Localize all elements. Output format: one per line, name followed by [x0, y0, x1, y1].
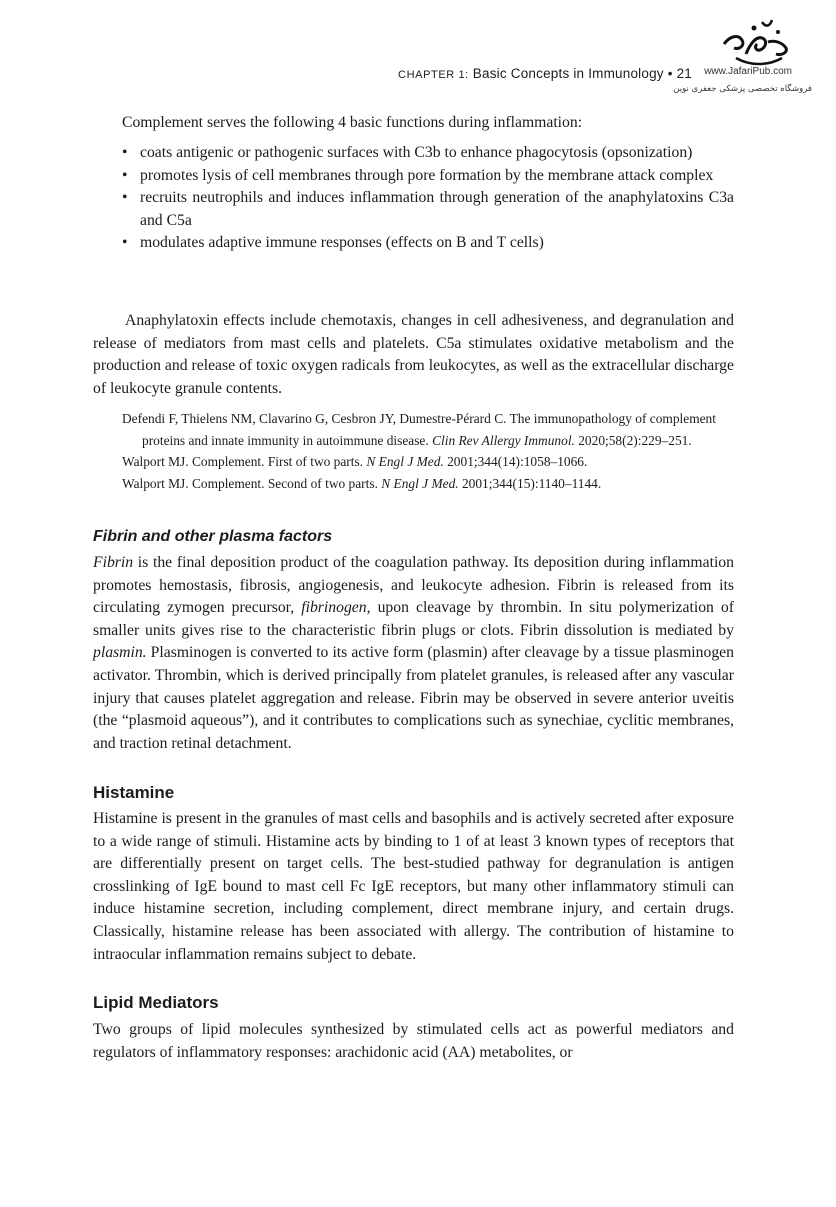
fibrin-text: Plasminogen is converted to its active form (plasmin) after cleavage by a tissue plasminogen activator. Thrombin, which is derived principally from platelet granules, is released after any vascular injury that causes platelet aggregation and release. Fibrin may be observed in severe anterior uveitis (the “plasmoid aqueous”), and it contributes to complications such as synechiae, cyclitic membranes, and traction retinal detachment.	[93, 644, 734, 752]
term-plasmin: plasmin.	[93, 644, 147, 662]
reference-item	[122, 473, 734, 495]
reference-journal: N Engl J Med.	[366, 454, 444, 469]
list-item	[122, 165, 734, 188]
reference-list	[122, 408, 734, 494]
reference-item	[122, 408, 734, 451]
chapter-title: Basic Concepts in Immunology	[472, 66, 664, 81]
watermark-url: www.JafariPub.com	[704, 66, 792, 77]
list-item-text: promotes lysis of cell membranes through pore formation by the membrane attack complex	[140, 166, 714, 184]
reference-text: Walport MJ. Complement. First of two parts.	[122, 454, 367, 469]
list-item	[122, 232, 734, 255]
bullet-glyph: •	[122, 166, 128, 184]
watermark-persian-text: فروشگاه تخصصی پزشکی جعفری نوین	[673, 84, 812, 94]
fibrin-text: is the final deposition product of the coagulation pathway. Its deposition during inflammation promotes hemostasis, fibrosis, angiogenesis, and leukocyte adhesion. Fibrin is released from its circulating zymogen precursor,	[93, 554, 734, 617]
lipid-mediators-heading: Lipid Mediators	[93, 993, 219, 1012]
histamine-paragraph: Histamine is present in the granules of mast cells and basophils and is actively secreted after exposure to a wide range of stimuli. Histamine acts by binding to 1 of at least 3 known types of receptors that are differentially present on target cells. The best-studied pathway for degranulation is antigen crosslinking of IgE bound to mast cell Fc IgE receptors, but many other inflammatory stimuli can induce histamine secretion, including complement, direct membrane injury, and certain drugs. Classically, histamine release has been associated with allergy. The contribution of histamine to intraocular inflammation remains subject to debate.	[93, 810, 734, 963]
bullet-glyph: •	[122, 234, 128, 252]
histamine-heading: Histamine	[93, 783, 175, 802]
list-item	[122, 187, 734, 232]
reference-journal: Clin Rev Allergy Immunol.	[432, 432, 575, 448]
page-number: 21	[676, 66, 692, 81]
term-fibrinogen: fibrinogen,	[301, 599, 371, 617]
anaphylatoxin-paragraph: Anaphylatoxin effects include chemotaxis, changes in cell adhesiveness, and degranulation and release of mediators from mast cells and platelets. C5a stimulates oxidative metabolism and the production and release of toxic oxygen radicals from leukocytes, as well as the extracellular discharge of leukocyte granule contents.	[93, 312, 734, 397]
reference-citation: 2001;344(14):1058–1066.	[443, 454, 588, 469]
publisher-logo-icon	[716, 14, 792, 72]
complement-intro: Complement serves the following 4 basic functions during inflammation:	[122, 114, 583, 131]
complement-functions-list	[122, 142, 734, 255]
running-head	[398, 66, 692, 81]
header-bullet: •	[667, 66, 673, 81]
list-item	[122, 142, 734, 165]
chapter-label: CHAPTER 1:	[398, 69, 469, 81]
fibrin-text: upon cleavage by thrombin. In situ polymerization of smaller units gives rise to the characteristic fibrin plugs or clots. Fibrin dissolution is mediated by	[93, 599, 734, 639]
bullet-glyph: •	[122, 144, 128, 161]
list-item-text: modulates adaptive immune responses (effects on B and T cells)	[140, 234, 544, 252]
bullet-glyph: •	[122, 189, 128, 207]
reference-item	[122, 451, 734, 473]
lipid-mediators-paragraph: Two groups of lipid molecules synthesized by stimulated cells act as powerful mediators and regulators of inflammatory responses: arachidonic acid (AA) metabolites, or	[93, 1021, 734, 1061]
reference-journal: N Engl J Med.	[381, 475, 459, 491]
reference-citation: 2001;344(15):1140–1144.	[458, 475, 602, 491]
reference-text: Defendi F, Thielens NM, Clavarino G, Cesbron JY, Dumestre-Pérard C. The immunopathology of complement proteins and innate immunity in autoimmune disease.	[122, 411, 716, 448]
list-item-text: coats antigenic or pathogenic surfaces with C3b to enhance phagocytosis (opsonization)	[140, 144, 693, 161]
fibrin-paragraph	[93, 552, 734, 755]
list-item-text: recruits neutrophils and induces inflammation through generation of the anaphylatoxins C3a and C5a	[140, 189, 734, 229]
term-fibrin: Fibrin	[93, 554, 134, 571]
reference-text: Walport MJ. Complement. Second of two parts.	[122, 475, 382, 491]
reference-citation: 2020;58(2):229–251.	[574, 432, 692, 448]
fibrin-heading: Fibrin and other plasma factors	[93, 528, 333, 545]
